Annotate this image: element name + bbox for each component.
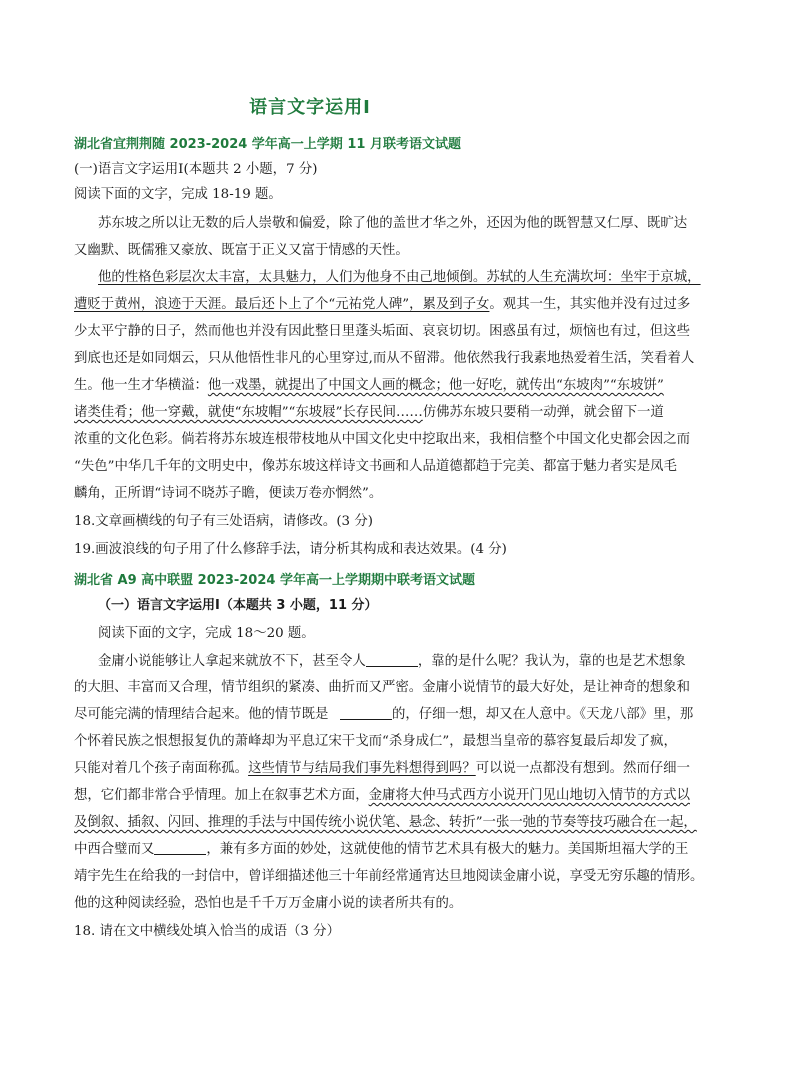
paragraph-3-line: 个怀着民族之恨想报复仇的萧峰却为平息辽宋干戈而“杀身成仁”，最想当皇帝的慕容复最后却发了疯，: [74, 734, 677, 749]
paragraph-3-line: [74, 813, 697, 833]
paragraph-3-line: 他的这种阅读经验，恐怕也是千千万万金庸小说的读者所共有的。: [74, 896, 463, 911]
section-header-2: （一）语言文字运用Ⅰ（本题共 3 小题，11 分）: [98, 598, 378, 613]
paragraph-1-line: 苏东坡之所以让无数的后人崇敬和偏爱，除了他的盖世才华之外，还因为他的既智慧又仁厚、既旷达: [98, 216, 688, 231]
paragraph-3-line: 想，它们都非常合乎情理。加上在叙事艺术方面，金庸将大仲马式西方小说开门见山地切入情节的方式以: [74, 788, 690, 803]
underlined-sentence: 遭贬于黄州，浪迹于天涯。最后还卜上了个“元祐党人碑”，累及到子女: [74, 297, 490, 312]
underlined-sentence: 这些情节与结局我们事先料想得到吗？: [248, 761, 476, 776]
question-19: 19.画波浪线的句子用了什么修辞手法，请分析其构成和表达效果。(4 分): [74, 542, 507, 557]
paragraph-3-line: 的大胆、丰富而又合理，情节组织的紧凑、曲折而又严密。金庸小说情节的最大好处，是让神奇的想象和: [74, 680, 690, 695]
paragraph-2-line: 生。他一生才华横溢：他一戏墨，就提出了中国文人画的概念；他一好吃，就传出“东坡肉”“东坡饼”: [74, 378, 664, 393]
question-18: 18.文章画横线的句子有三处语病，请修改。(3 分): [74, 514, 373, 529]
paragraph-2-line: “失色”中华几千年的文明史中，像苏东坡这样诗文书画和人品道德都趋于完美、都富于魅力者实是凤毛: [74, 459, 677, 474]
fill-blank-1[interactable]: [366, 652, 418, 667]
paragraph-2-line: [98, 268, 701, 288]
paragraph-3-line: 尽可能完满的情理结合起来。他的情节既是: [74, 707, 329, 722]
wavy-underlined-sentence: 及倒叙、插叙、闪回、推理的手法与中国传统小说伏笔、悬念、转折”一张一弛的节奏等技巧融合在一起，: [74, 815, 697, 830]
wavy-underlined-sentence: 金庸将大仲马式西方小说开门见山地切入情节的方式以: [368, 788, 690, 803]
paragraph-2-line: 浓重的文化色彩。倘若将苏东坡连根带枝地从中国文化史中挖取出来，我相信整个中国文化史都会因之而: [74, 432, 690, 447]
paragraph-3-line: 金庸小说能够让人拿起来就放不下，甚至令人 ，靠的是什么呢？我认为，靠的也是艺术想象: [98, 654, 686, 669]
fill-blank-3[interactable]: [154, 840, 206, 855]
paragraph-2-line: 少太平宁静的日子，然而他也并没有因此整日里蓬头垢面、哀哀切切。困惑虽有过，烦恼也有过，但这些: [74, 324, 690, 339]
paragraph-3-line-continued: 的，仔细一想，却又在人意中。《天龙八部》里，那: [340, 705, 693, 725]
source-heading-2: 湖北省 A9 高中联盟 2023-2024 学年高一上学期期中联考语文试题: [74, 573, 475, 588]
section-header-1: (一)语言文字运用Ⅰ(本题共 2 小题，7 分): [74, 162, 318, 177]
fill-blank-2[interactable]: [340, 705, 392, 720]
paragraph-3-line: 靖宇先生在给我的一封信中，曾详细描述他三十年前经常通宵达旦地阅读金庸小说，享受无穷乐趣的情形。: [74, 869, 704, 884]
paragraph-2-line: 诸类佳肴；他一穿戴，就使“东坡帽”“东坡屐”长存民间……仿佛苏东坡只要稍一动弹，就会留下一道: [74, 405, 664, 420]
wavy-underlined-sentence: 他一戏墨，就提出了中国文人画的概念；他一好吃，就传出“东坡肉”“东坡饼”: [207, 378, 664, 393]
question-18-section-2: 18. 请在文中横线处填入恰当的成语（3 分）: [74, 924, 340, 939]
paragraph-2-line: 麟角，正所谓“诗词不晓苏子瞻，便读万卷亦惘然”。: [74, 486, 383, 501]
paragraph-3-line: 只能对着几个孩子南面称孤。这些情节与结局我们事先料想得到吗？可以说一点都没有想到。然而仔细一: [74, 761, 690, 776]
underlined-sentence: 他的性格色彩层次太丰富，太具魅力，人们为他身不由己地倾倒。苏轼的人生充满坎坷：坐牢于京城，: [98, 270, 701, 285]
instruction-1: 阅读下面的文字，完成 18-19 题。: [74, 187, 282, 202]
paragraph-3-line: 中西合璧而又 ，兼有多方面的妙处，这就使他的情节艺术具有极大的魅力。美国斯坦福大学的王: [74, 842, 689, 857]
paragraph-2-line: 遭贬于黄州，浪迹于天涯。最后还卜上了个“元祐党人碑”，累及到子女。观其一生，其实他并没有过过多: [74, 297, 691, 312]
wavy-underlined-sentence: 诸类佳肴；他一穿戴，就使“东坡帽”“东坡屐”长存民间……: [74, 405, 423, 420]
paragraph-1-line: 又幽默、既儒雅又豪放、既富于正义又富于情感的天性。: [74, 243, 409, 258]
source-heading-1: 湖北省宜荆荆随 2023-2024 学年高一上学期 11 月联考语文试题: [74, 137, 461, 152]
paragraph-2-line: 到底也还是如同烟云，只从他悟性非凡的心里穿过,而从不留滞。他依然我行我素地热爱着生活，笑看着人: [74, 351, 695, 366]
instruction-2: 阅读下面的文字，完成 18～20 题。: [98, 626, 315, 641]
page-title: 语言文字运用Ⅰ: [249, 97, 371, 118]
